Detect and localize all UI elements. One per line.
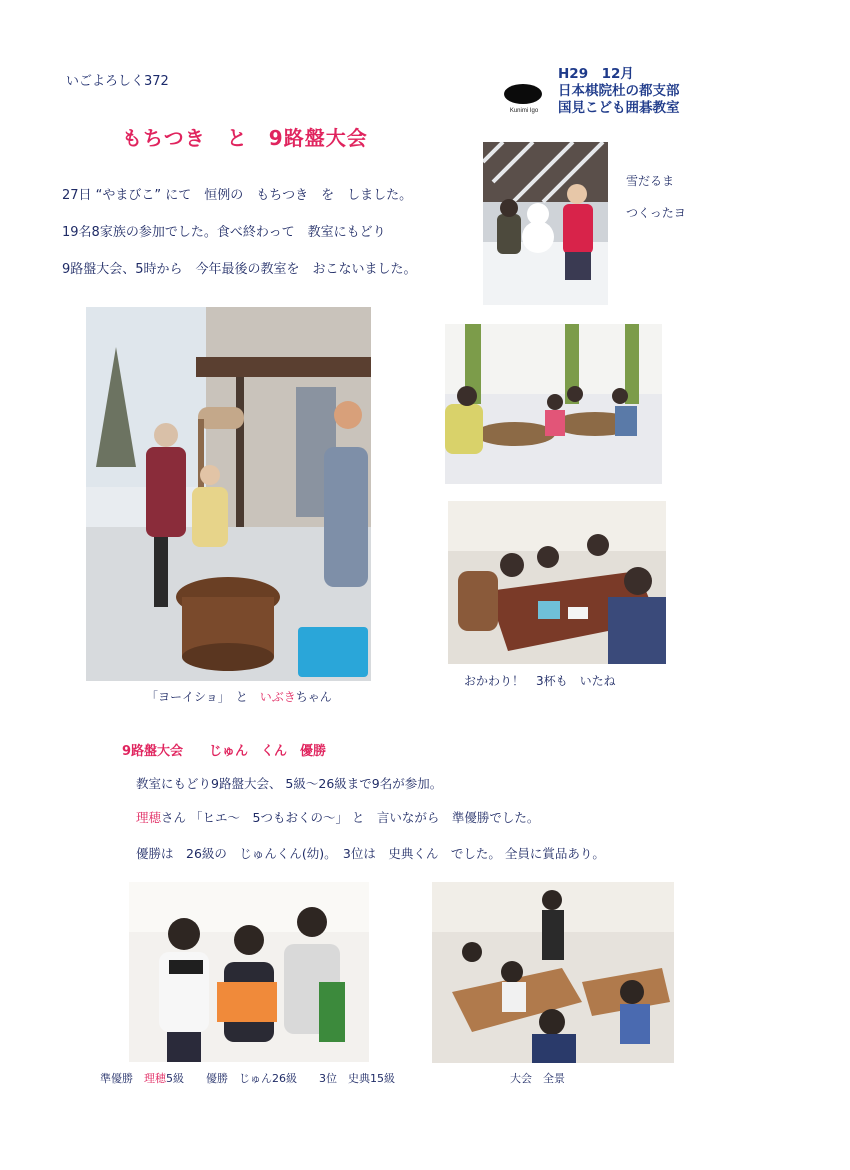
newsletter-number: いごよろしく372 — [66, 74, 169, 89]
winners-caption-prefix: 準優勝 — [100, 1072, 144, 1085]
section-line-2 — [136, 808, 539, 826]
header-org: 日本棋院杜の都支部 — [558, 83, 680, 99]
snowman-photo — [483, 142, 608, 305]
meal-photo — [448, 501, 666, 664]
mochi-caption-name: いぶき — [259, 690, 296, 704]
winners-caption — [100, 1070, 395, 1086]
section-line-1: 教室にもどり9路盤大会、 5級～26級まで9名が参加。 — [136, 776, 443, 791]
snowman-caption-1: 雪だるま — [626, 174, 675, 188]
page-title: もちつき と 9路盤大会 — [122, 126, 368, 150]
intro-line-2: 19名8家族の参加でした。食べ終わって 教室にもどり — [62, 225, 386, 240]
mochi-pounding-photo — [86, 307, 371, 681]
logo-text: Kunimi Igo — [509, 108, 539, 114]
header-class: 国見こども囲碁教室 — [558, 100, 680, 116]
section-title: 9路盤大会 じゅん くん 優勝 — [122, 744, 327, 759]
meal-caption: おかわり！ 3杯も いたね — [464, 674, 616, 688]
winners-caption-name: 理穂 — [144, 1072, 166, 1085]
header-date: H29 12月 — [558, 66, 634, 82]
intro-line-3: 9路盤大会、5時から 今年最後の教室を おこないました。 — [62, 262, 417, 277]
mochi-caption — [146, 688, 332, 705]
winners-caption-text: 5級 優勝 じゅん26級 3位 史典15級 — [166, 1072, 395, 1085]
logo-stone-icon — [504, 84, 542, 104]
mochi-caption-text: 「ヨーイショ」 と — [146, 690, 260, 704]
intro-line-1: 27日 “やまびこ” にて 恒例の もちつき を しました。 — [62, 188, 413, 203]
header-block — [558, 66, 680, 117]
runner-up-name: 理穂 — [136, 810, 162, 825]
section-line-2-text: さん 「ヒエ～ 5つもおくの～」 と 言いながら 準優勝でした。 — [161, 810, 540, 825]
club-logo — [500, 80, 548, 124]
classroom-photo — [445, 324, 662, 484]
snowman-caption-2: つくったヨ — [626, 206, 686, 220]
winners-photo — [129, 882, 369, 1062]
mochi-caption-suffix: ちゃん — [295, 690, 332, 704]
section-line-3: 優勝は 26級の じゅんくん(幼)。 3位は 史典くん でした。 全員に賞品あり。 — [136, 846, 605, 861]
hall-caption: 大会 全景 — [510, 1072, 565, 1085]
hall-photo — [432, 882, 674, 1063]
